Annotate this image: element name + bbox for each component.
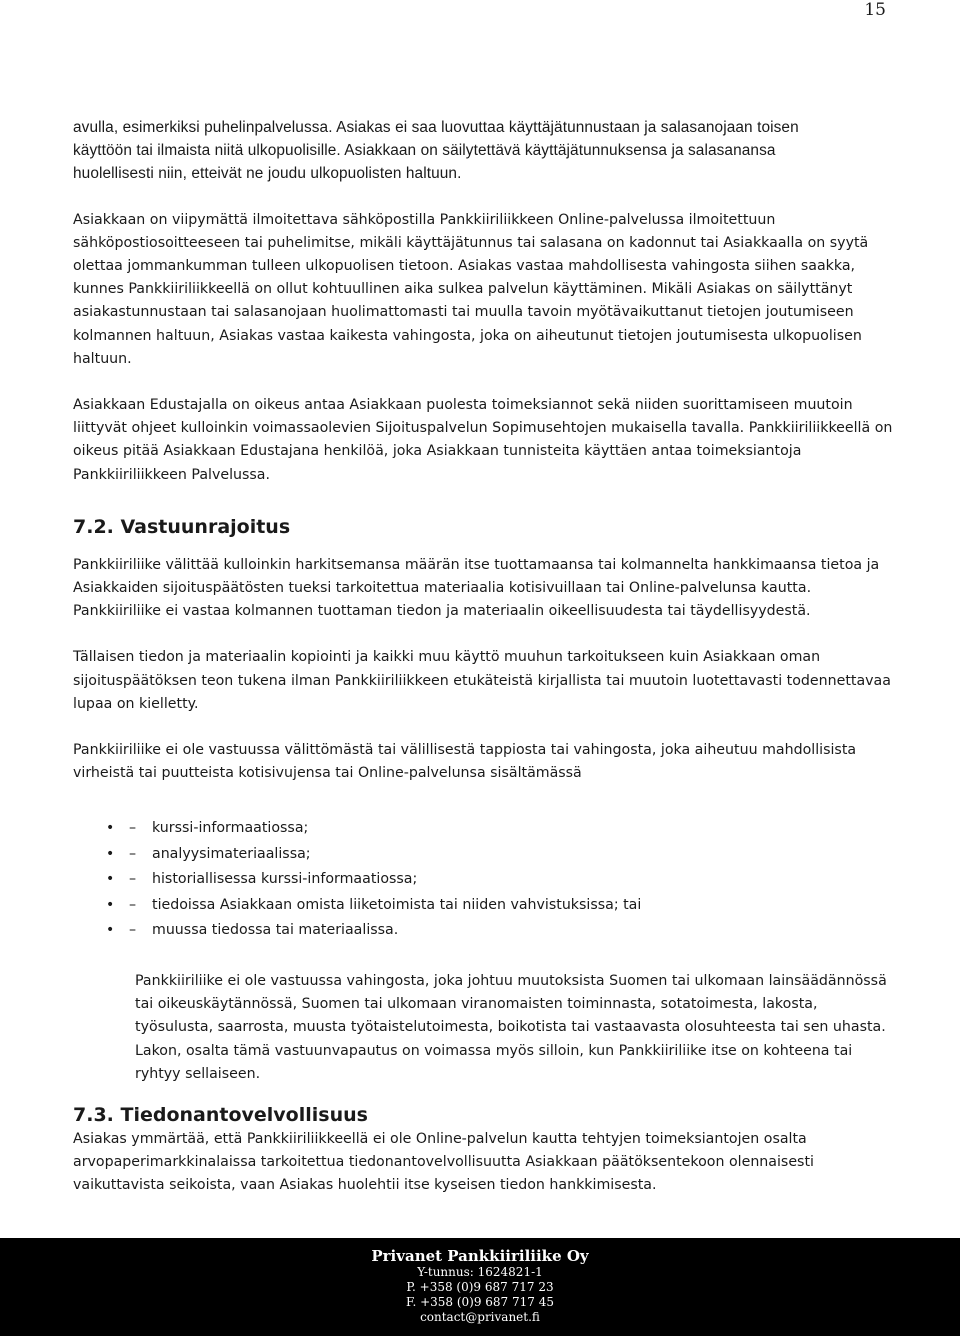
dash-icon: – [129, 896, 137, 913]
footer-phone: P. +358 (0)9 687 717 23 [406, 1280, 554, 1294]
list-item [73, 893, 893, 919]
section-heading-7-3: 7.3. Tiedonantovelvollisuus [73, 1103, 368, 1126]
document-body [73, 116, 893, 1198]
bullet-icon: • [106, 896, 115, 913]
intro-line-2: käyttöön tai ilmaista niitä ulkopuolisille. Asiakkaan on säilytettävä käyttäjätunnuksensa ja salasanansa [73, 142, 776, 160]
list-item-text: analyysimateriaalissa; [152, 845, 311, 862]
paragraph-credentials-loss: Asiakkaan on viipymättä ilmoitettava sähköpostilla Pankkiiriliikkeen Online-palvelussa ilmoitettuun sähköpostiosoitteeseen tai puhelimitse, mikäli käyttäjätunnus tai salasana on kadonnut tai Asiakkaalla on syytä olettaa jommankumman tulleen ulkopuolisen tietoon. Asiakas vastaa mahdollisesta vahingosta siihen saakka, kunnes Pankkiiriliikkeellä on ollut kohtuullinen aika sulkea palvelun käyttäminen. Mikäli Asiakas on säilyttänyt asiakastunnustaan tai salasanojaan huolimattomasti tai muulla tavoin myötävaikuttanut tietojen joutumiseen kolmannen haltuun, Asiakas vastaa kaikesta vahingosta, joka on aiheutunut tietojen joutumisesta ulkopuolisen haltuun. [73, 211, 869, 367]
page-number: 15 [864, 0, 886, 20]
list-item [73, 842, 893, 868]
bullet-icon: • [106, 922, 115, 939]
list-item-text: kurssi-informaatiossa; [152, 820, 309, 837]
dash-icon: – [129, 922, 137, 939]
intro-line-1: avulla, esimerkiksi puhelinpalvelussa. Asiakas ei saa luovuttaa käyttäjätunnustaan ja salasanojaan toisen [73, 119, 799, 136]
paragraph-force-majeure: Pankkiiriliike ei ole vastuussa vahingosta, joka johtuu muutoksista Suomen tai ulkomaan lainsäädännössä tai oikeuskäytännössä, Suomen tai ulkomaan viranomaisten toiminnasta, sotatoimesta, lakosta, työsulusta, saarrosta, muusta työtaistelutoimesta, boikotista tai vastaavasta olosuhteesta tai sen uhasta. Lakon, osalta tämä vastuunvapautus on voimassa myös silloin, kun Pankkiiriliike itse on kohteena tai ryhtyy sellaiseen. [135, 972, 887, 1082]
footer-fax: F. +358 (0)9 687 717 45 [405, 1295, 554, 1309]
dash-icon: – [129, 820, 137, 837]
bullet-icon: • [106, 845, 115, 862]
list-item [73, 918, 893, 944]
list-item-text: historiallisessa kurssi-informaatiossa; [152, 871, 418, 888]
intro-line-3: huolellisesti niin, etteivät ne joudu ulkopuolisten haltuun. [73, 165, 462, 183]
paragraph-7-2-2: Tällaisen tiedon ja materiaalin kopiointi ja kaikki muu käyttö muuhun tarkoitukseen kuin Asiakkaan oman sijoituspäätöksen teon tukena ilman Pankkiiriliikkeen etukäteistä kirjallista tai muutoin luotettavasti todennettavaa lupaa on kielletty. [73, 649, 891, 712]
list-item-text: tiedoissa Asiakkaan omista liiketoimista tai niiden vahvistuksissa; tai [152, 896, 642, 913]
dash-icon: – [129, 845, 137, 862]
paragraph-7-2-3: Pankkiiriliike ei ole vastuussa välittömästä tai välillisestä tappiosta tai vahingosta, joka aiheutuu mahdollisista virheistä tai puutteista kotisivujensa tai Online-palvelunsa sisältämässä [73, 742, 857, 782]
section-heading-7-2: 7.2. Vastuunrajoitus [73, 515, 291, 538]
footer-company-name: Privanet Pankkiiriliike Oy [371, 1247, 589, 1265]
bullet-icon: • [106, 871, 115, 888]
paragraph-representative: Asiakkaan Edustajalla on oikeus antaa Asiakkaan puolesta toimeksiannot sekä niiden suorittamiseen muutoin liittyvät ohjeet kulloinkin voimassaolevien Sijoituspalvelun Sopimusehtojen mukaisella tavalla. Pankkiiriliikkeellä on oikeus pitää Asiakkaan Edustajana henkilöä, joka Asiakkaan tunnisteita käyttäen antaa toimeksiantoja Pankkiiriliikkeen Palvelussa. [73, 397, 893, 483]
bullet-icon: • [106, 820, 115, 837]
liability-list [73, 816, 893, 944]
footer-business-id: Y-tunnus: 1624821-1 [417, 1265, 543, 1279]
paragraph-7-3-1: Asiakas ymmärtää, että Pankkiiriliikkeellä ei ole Online-palvelun kautta tehtyjen toimeksiantojen osalta arvopaperimarkkinalaissa tarkoitettua tiedonantovelvollisuutta Asiakkaan päätöksentekoon olennaisesti vaikuttavista seikoista, vaan Asiakas huolehtii itse kyseisen tiedon hankkimisesta. [73, 1130, 814, 1194]
paragraph-7-2-1: Pankkiiriliike välittää kulloinkin harkitsemansa määrän itse tuottamaansa tai kolmannelta hankkimaansa tietoa ja Asiakkaiden sijoituspäätösten tueksi tarkoitettua materiaalia kotisivuillaan tai Online-palvelunsa kautta. Pankkiiriliike ei vastaa kolmannen tuottaman tiedon ja materiaalin oikeellisuudesta tai täydellisyydestä. [73, 556, 880, 620]
list-item [73, 816, 893, 842]
list-item [73, 867, 893, 893]
footer [0, 1238, 960, 1336]
footer-email: contact@privanet.fi [420, 1310, 540, 1324]
list-item-text: muussa tiedossa tai materiaalissa. [152, 922, 399, 939]
dash-icon: – [129, 871, 137, 888]
